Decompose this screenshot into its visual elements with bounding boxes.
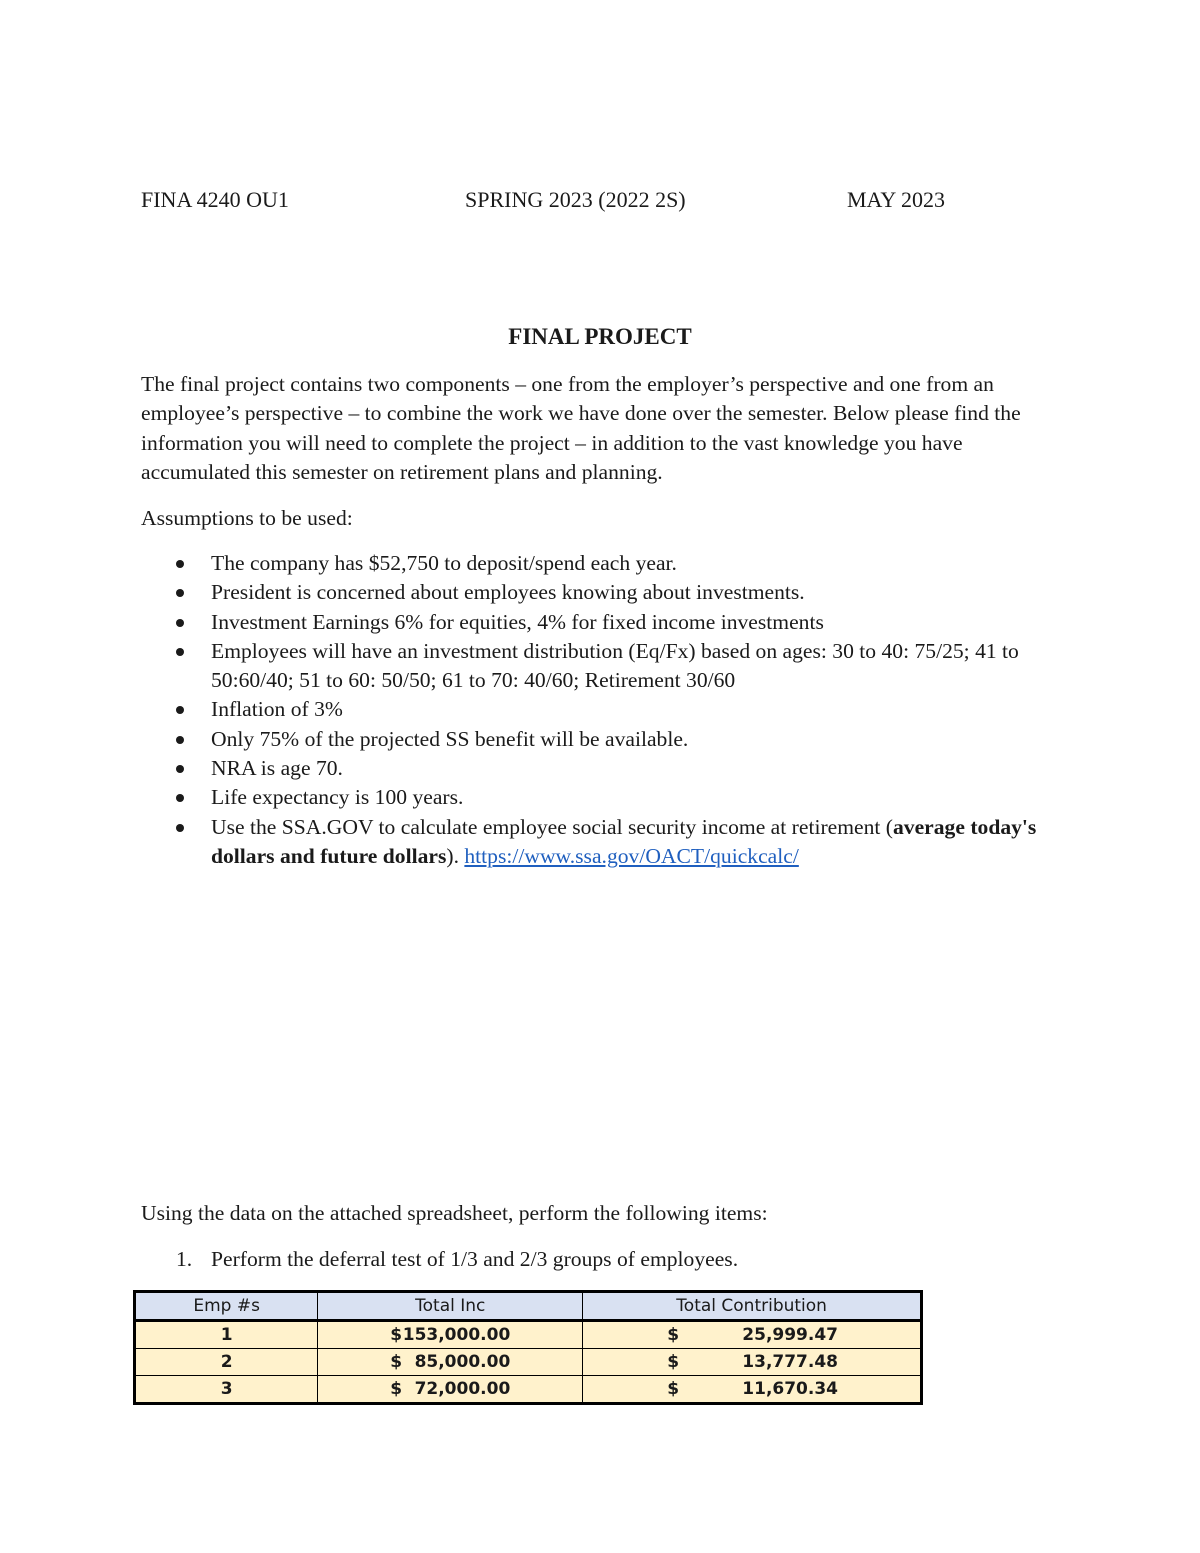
cell-contribution-value: 13,777.48 <box>742 1352 838 1372</box>
assumption-text: The company has $52,750 to deposit/spend each year. <box>211 551 677 575</box>
currency-symbol: $ <box>390 1325 403 1345</box>
task-number: 1. <box>176 1247 193 1271</box>
cell-total-inc <box>318 1321 583 1349</box>
table-row <box>135 1321 922 1349</box>
cell-total-inc <box>318 1349 583 1376</box>
ssa-text-suffix: ). <box>446 843 465 868</box>
currency-symbol: $ <box>390 1352 403 1372</box>
assumption-text: Inflation of 3% <box>211 697 343 722</box>
ssa-text-bold: average today's dollars and future dollars <box>211 814 1037 868</box>
list-item <box>141 549 1051 578</box>
assumption-text: Investment Earnings 6% for equities, 4% for fixed income investments <box>211 609 824 634</box>
bullet-icon <box>176 765 184 773</box>
term-label: SPRING 2023 (2022 2S) <box>465 187 686 212</box>
bullet-icon <box>176 560 184 568</box>
cell-total-contribution <box>583 1349 922 1376</box>
list-item <box>141 637 1051 696</box>
cell-total-inc <box>318 1376 583 1404</box>
cell-total-contribution <box>583 1321 922 1349</box>
course-code: FINA 4240 OU1 <box>141 187 289 212</box>
cell-contribution-value: 25,999.47 <box>742 1325 838 1345</box>
assumptions-heading: Assumptions to be used: <box>141 506 353 530</box>
list-item <box>141 783 1051 812</box>
currency-symbol: $ <box>667 1379 680 1399</box>
currency-symbol: $ <box>390 1379 403 1399</box>
instructions-text: Using the data on the attached spreadsheet, perform the following items: <box>141 1201 768 1225</box>
header-emp: Emp #s <box>135 1292 318 1321</box>
assumption-text: Employees will have an investment distribution (Eq/Fx) based on ages: 30 to 40: 75/25; 41 to 50:60/40; 51 to 60: 50/50; 61 to 70: 40/60; Retirement 30/60 <box>211 638 1019 693</box>
list-item <box>141 578 1051 607</box>
cell-emp: 2 <box>135 1349 318 1376</box>
list-item-ssa <box>141 813 1051 872</box>
assumptions-list <box>141 549 1051 871</box>
header-total-inc: Total Inc <box>318 1292 583 1321</box>
bullet-icon <box>176 736 184 744</box>
currency-symbol: $ <box>667 1352 680 1372</box>
list-item <box>141 695 1051 724</box>
page-title: FINAL PROJECT <box>508 324 692 349</box>
ssa-quickcalc-link[interactable]: https://www.ssa.gov/OACT/quickcalc/ <box>464 843 799 868</box>
assumption-text: NRA is age 70. <box>211 756 343 781</box>
bullet-icon <box>176 706 184 714</box>
list-item <box>141 725 1051 754</box>
header-total-contribution: Total Contribution <box>583 1292 922 1321</box>
cell-emp: 1 <box>135 1321 318 1349</box>
assumption-text: President is concerned about employees knowing about investments. <box>211 580 805 605</box>
cell-emp: 3 <box>135 1376 318 1404</box>
table-header-row <box>135 1292 922 1321</box>
cell-inc-value: 85,000.00 <box>414 1352 511 1372</box>
list-item <box>141 608 1051 637</box>
cell-total-contribution <box>583 1376 922 1404</box>
assumption-text: Only 75% of the projected SS benefit will be available. <box>211 726 689 751</box>
assumption-text: Life expectancy is 100 years. <box>211 785 464 810</box>
bullet-icon <box>176 619 184 627</box>
task-item <box>141 1245 738 1274</box>
cell-inc-value: 153,000.00 <box>402 1325 511 1345</box>
cell-contribution-value: 11,670.34 <box>742 1379 838 1399</box>
task-text: Perform the deferral test of 1/3 and 2/3 groups of employees. <box>211 1247 739 1271</box>
bullet-icon <box>176 589 184 597</box>
bullet-icon <box>176 824 184 832</box>
table-row <box>135 1349 922 1376</box>
bullet-icon <box>176 648 184 656</box>
cell-inc-value: 72,000.00 <box>414 1379 511 1399</box>
bullet-icon <box>176 794 184 802</box>
table-row <box>135 1376 922 1404</box>
ssa-text-prefix: Use the SSA.GOV to calculate employee social security income at retirement ( <box>211 814 893 839</box>
contribution-table <box>133 1290 923 1405</box>
list-item <box>141 754 1051 783</box>
date-label: MAY 2023 <box>847 187 946 212</box>
currency-symbol: $ <box>667 1325 680 1345</box>
intro-paragraph: The final project contains two components – one from the employer’s perspective and one from an employee’s perspective – to combine the work we have done over the semester. Below please find the information you will need to complete the project – in addition to the vast knowledge you have accumulated this semester on retirement plans and planning. <box>141 372 1021 484</box>
